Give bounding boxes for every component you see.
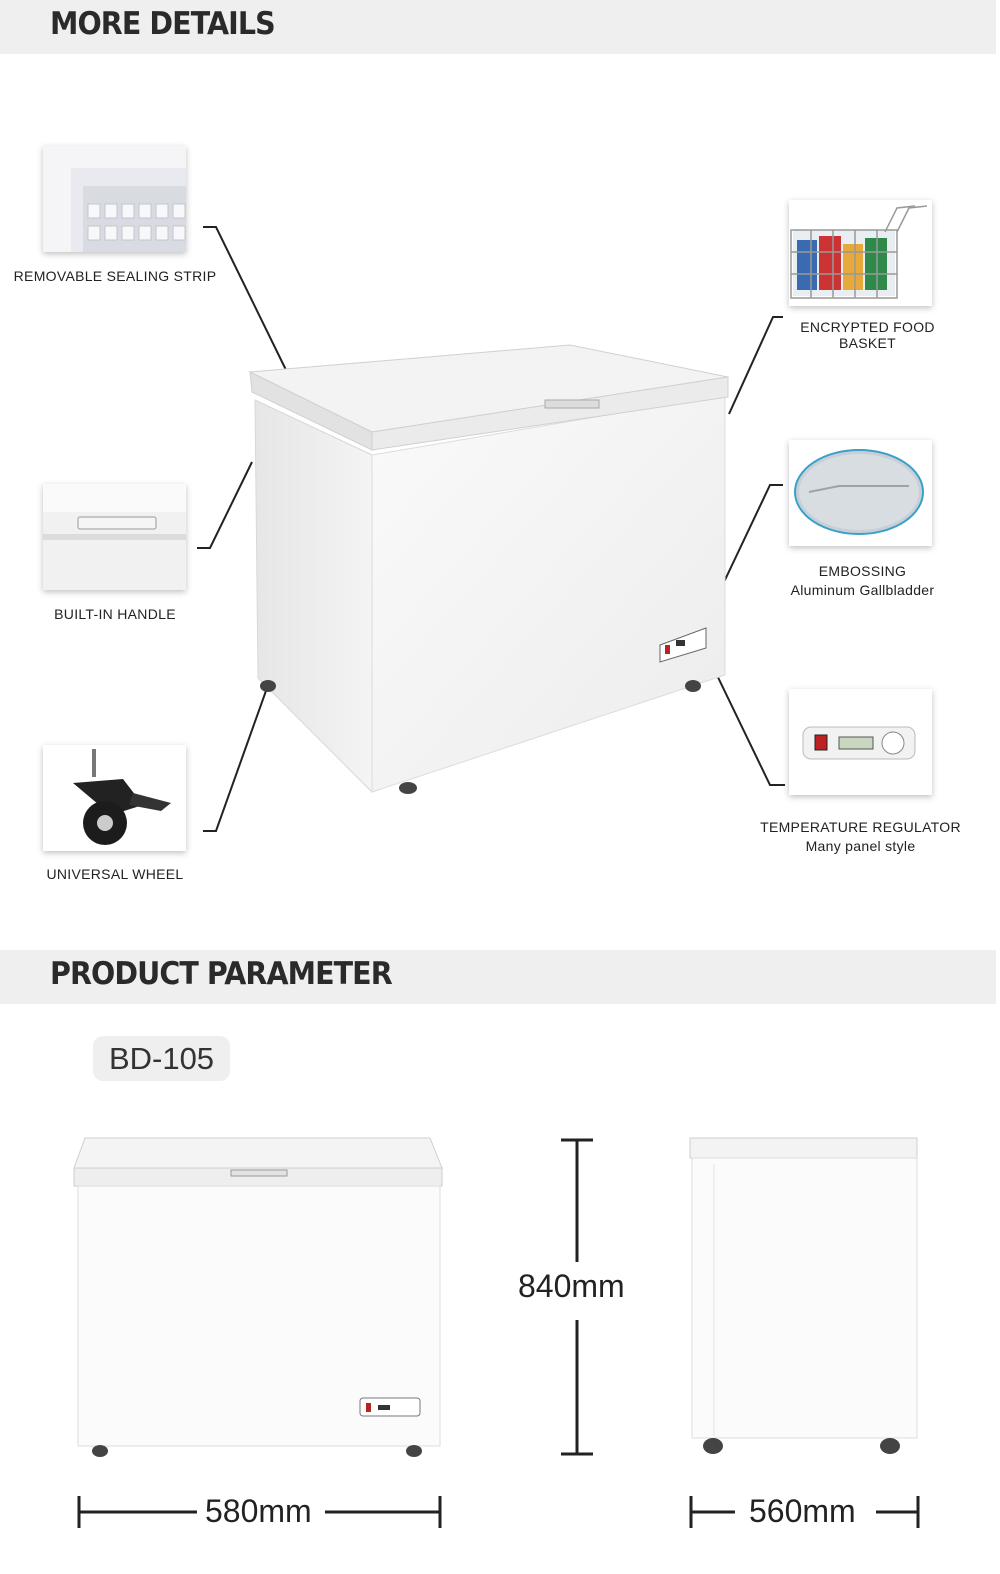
regulator-image	[789, 689, 932, 795]
handle-label: BUILT-IN HANDLE	[54, 606, 176, 622]
depth-dimension: 560mm	[749, 1493, 856, 1529]
wheel-image	[43, 745, 186, 851]
parameter-banner	[0, 950, 996, 1004]
embossing-label	[770, 563, 955, 598]
basket-image	[789, 200, 932, 306]
parameter-title: PRODUCT PARAMETER	[50, 956, 392, 992]
embossing-title: EMBOSSING	[818, 563, 907, 579]
freezer-side-view	[690, 1138, 917, 1454]
sealing-strip-label: REMOVABLE SEALING STRIP	[13, 268, 217, 284]
details-title: MORE DETAILS	[50, 6, 275, 42]
height-dimension: 840mm	[518, 1268, 625, 1304]
regulator-label	[758, 819, 963, 854]
basket-label: ENCRYPTED FOOD BASKET	[800, 319, 935, 351]
width-dimension: 580mm	[205, 1493, 312, 1529]
dimension-lines	[79, 1140, 918, 1528]
freezer-main-image	[250, 345, 728, 794]
handle-image	[43, 484, 186, 590]
embossing-subtitle: Aluminum Gallbladder	[790, 582, 935, 598]
sealing-strip-image	[43, 146, 186, 252]
wheel-label: UNIVERSAL WHEEL	[46, 866, 184, 882]
freezer-front-view	[74, 1138, 442, 1457]
regulator-title: TEMPERATURE REGULATOR	[760, 819, 961, 835]
regulator-subtitle: Many panel style	[805, 838, 916, 854]
model-tag: BD-105	[93, 1036, 230, 1081]
embossing-image	[789, 440, 932, 546]
